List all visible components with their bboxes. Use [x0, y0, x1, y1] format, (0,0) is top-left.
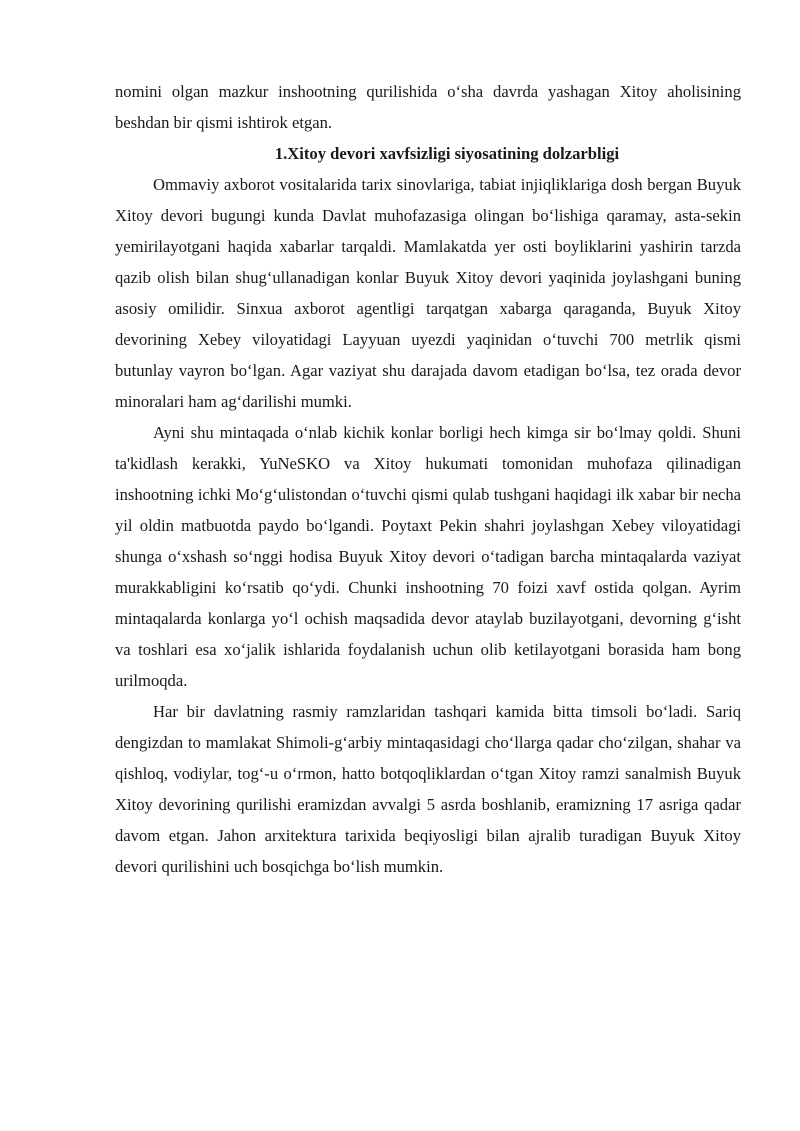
paragraph-intro: nomini olgan mazkur inshootning qurilishida o‘sha davrda yashagan Xitoy aholisining beshdan bir qismi ishtirok etgan. [115, 82, 741, 132]
paragraph-3: Har bir davlatning rasmiy ramzlaridan tashqari kamida bitta timsoli bo‘ladi. Sariq dengizdan to mamlakat Shimoli-g‘arbiy mintaqasidagi cho‘llarga qadar cho‘zilgan, shahar va qishloq, vodiylar, tog‘-u o‘rmon, hatto botqoqliklardan o‘tgan Xitoy ramzi sanalmish Buyuk Xitoy devorining qurilishi eramizdan avvalgi 5 asrda boshlanib, eramizning 17 asriga qadar davom etgan. Jahon arxitektura tarixida beqiyosligi bilan ajralib turadigan Buyuk Xitoy devori qurilishini uch bosqichga bo‘lish mumkin. [115, 702, 741, 876]
paragraph-1: Ommaviy axborot vositalarida tarix sinovlariga, tabiat injiqliklariga dosh bergan Buyuk Xitoy devori bugungi kunda Davlat muhofazasiga olingan bo‘lishiga qaramay, asta-sekin yemirilayotgani haqida xabarlar tarqaldi. Mamlakatda yer osti boyliklarini yashirin tarzda qazib olish bilan shug‘ullanadigan konlar Buyuk Xitoy devori yaqinida joylashgani buning asosiy omilidir. Sinxua axborot agentligi tarqatgan xabarga qaraganda, Buyuk Xitoy devorining Xebey viloyatidagi Layyuan uyezdi yaqinidan o‘tuvchi 700 metrlik qismi butunlay vayron bo‘lgan. Agar vaziyat shu darajada davom etadigan bo‘lsa, tez orada devor minoralari ham ag‘darilishi mumki. [115, 175, 741, 411]
section-heading: 1.Xitoy devori xavfsizligi siyosatining dolzarbligi [274, 144, 620, 163]
document-page [115, 76, 741, 882]
paragraph-2: Ayni shu mintaqada o‘nlab kichik konlar borligi hech kimga sir bo‘lmay qoldi. Shuni ta'kidlash kerakki, YuNeSKO va Xitoy hukumati tomonidan muhofaza qilinadigan inshootning ichki Mo‘g‘ulistondan o‘tuvchi qismi qulab tushgani haqidagi ilk xabar bir necha yil oldin matbuotda paydo bo‘lgandi. Poytaxt Pekin shahri joylashgan Xebey viloyatidagi shunga o‘xshash so‘nggi hodisa Buyuk Xitoy devori o‘tadigan barcha mintaqalarda vaziyat murakkabligini ko‘rsatib qo‘ydi. Chunki inshootning 70 foizi xavf ostida qolgan. Ayrim mintaqalarda konlarga yo‘l ochish maqsadida devor ataylab buzilayotgani, devorning g‘isht va toshlari esa xo‘jalik ishlarida foydalanish uchun olib ketilayotgani borasida ham bong urilmoqda. [115, 423, 741, 690]
